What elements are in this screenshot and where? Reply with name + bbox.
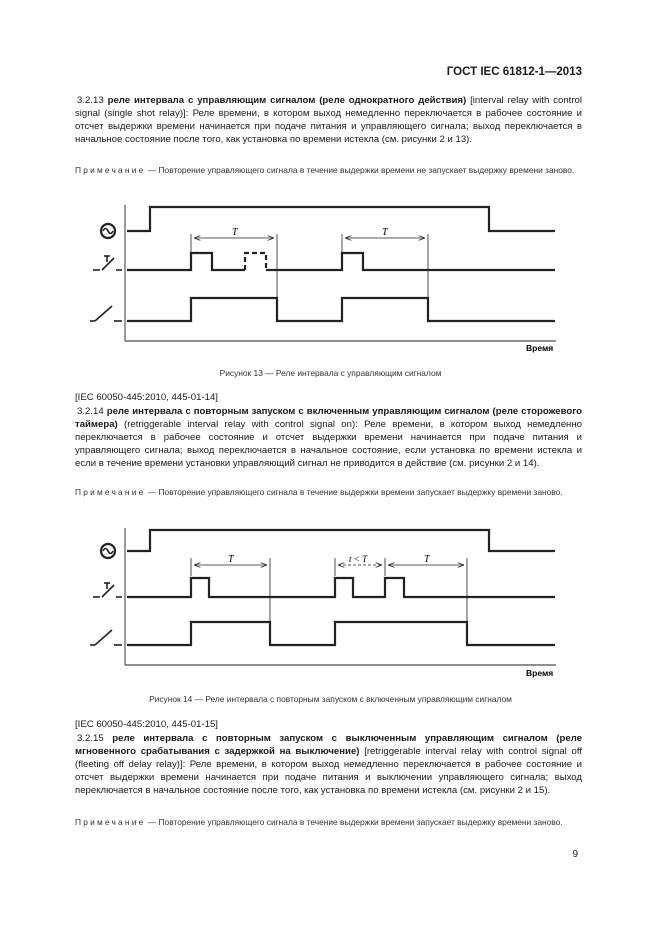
figure-13-caption: Рисунок 13 — Реле интервала с управляющим сигналом — [219, 368, 442, 378]
term: реле интервала с повторным запуском с включенным управляющим сигналом (реле сторожевого таймера) — [75, 406, 582, 430]
note-text: — Повторение управляющего сигнала в течение выдержки времени не запускает выдержку времени заново. — [145, 165, 575, 175]
reference-445-01-14: [IEC 60050-445:2010, 445-01-14] — [75, 392, 218, 403]
t-label: T — [382, 227, 388, 238]
figure-14-caption: Рисунок 14 — Реле интервала с повторным запуском с включенным управляющим сигналом — [149, 694, 512, 704]
t-less-than-t-label: t < T — [349, 554, 368, 564]
section-3-2-13 — [75, 94, 582, 146]
output-signal — [127, 298, 555, 321]
section-number: 3.2.13 — [77, 95, 104, 106]
note-text: — Повторение управляющего сигнала в течение выдержки времени запускает выдержку времени заново. — [145, 817, 563, 827]
power-signal — [127, 530, 555, 551]
definition: Реле времени, в котором выход немедленно переключается в рабочее состояние и отсчет выдержки времени начинается при подаче питания и выключении управляющего сигнала; выход переключается в начальное состояние после того, как установка по времени истекла (см. рисунки 2 и 15). — [75, 759, 582, 796]
time-axis-label: Время — [526, 668, 554, 678]
definition: Реле времени, в котором выход немедленно переключается в рабочее состояние и отсчет выдержки времени начинается при подаче питания и управляющего сигнала; выход переключается в начальное состояние, если установка по времени истекла и если в течение времени установки управляющий сигнал не приводится в действие (см. рисунки 2 и 14). — [75, 419, 582, 469]
term-english: [interval relay with control signal (single shot relay)]: — [75, 95, 582, 119]
term: реле интервала с управляющим сигналом (реле однократного действия) — [107, 95, 467, 106]
section-3-2-15 — [75, 732, 582, 797]
t-label: T — [228, 554, 234, 565]
output-contact-icon — [90, 630, 122, 645]
note-label: Примечание — [75, 487, 146, 497]
definition: Реле времени, в котором выход немедленно переключается в рабочее состояние и отсчет выдержки времени начинается при подаче питания и управляющего сигнала; выход переключается в начальное состояние после того, как установка по времени истекла (см. рисунки 2 и 13). — [75, 108, 583, 145]
reference-445-01-15: [IEC 60050-445:2010, 445-01-15] — [75, 719, 218, 730]
section-3-2-14 — [75, 405, 582, 470]
note-3 — [75, 816, 582, 828]
term-english: [retriggerable interval relay with control signal off (fleeting off delay relay)]: — [75, 746, 583, 770]
power-signal — [127, 207, 555, 231]
t-label: T — [232, 227, 238, 238]
note-label: Примечание — [75, 817, 146, 827]
control-signal-repeat — [245, 253, 266, 270]
note-2 — [75, 486, 582, 498]
note-text: — Повторение управляющего сигнала в течение выдержки времени запускает выдержку времени заново. — [145, 487, 563, 497]
time-axis-label: Время — [526, 343, 554, 353]
power-supply-icon — [101, 544, 115, 558]
term: реле интервала с повторным запуском с выключенным управляющим сигналом (реле мгновенного срабатывания с задержкой на выключение) — [75, 733, 583, 757]
output-signal — [127, 622, 555, 645]
figure-13-timing-diagram — [90, 196, 570, 358]
control-signal — [127, 253, 245, 270]
output-contact-icon — [90, 306, 122, 321]
section-number: 3.2.14 — [77, 406, 104, 417]
figure-14-timing-diagram — [90, 520, 570, 680]
control-signal — [127, 578, 555, 597]
note-1 — [75, 164, 582, 176]
t-label: T — [424, 554, 430, 565]
page-number: 9 — [572, 849, 578, 860]
power-supply-icon — [101, 224, 115, 238]
control-signal-2 — [266, 253, 555, 270]
note-label: Примечание — [75, 165, 146, 175]
section-number: 3.2.15 — [77, 733, 104, 744]
control-switch-icon — [93, 583, 122, 597]
standard-header: ГОСТ IEC 61812-1—2013 — [446, 66, 582, 78]
control-switch-icon — [93, 256, 122, 270]
term-english: (retriggerable interval relay with control signal on): — [124, 419, 358, 430]
